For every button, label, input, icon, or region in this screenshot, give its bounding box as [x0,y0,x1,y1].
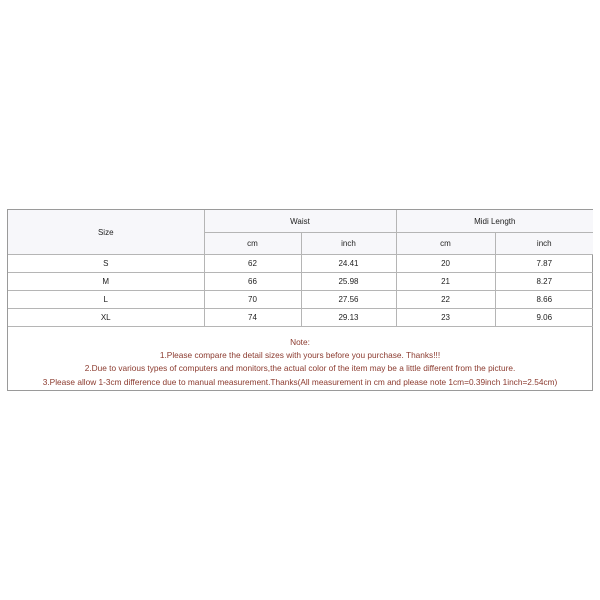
table-row [8,255,593,273]
midi-length-header: Midi Length [396,210,593,233]
waist-cm-cell: 62 [204,255,301,273]
table-row [8,273,593,291]
size-table [8,210,593,327]
waist-inch-cell: 24.41 [301,255,396,273]
unit-header: inch [495,233,593,255]
length-inch-cell: 7.87 [495,255,593,273]
length-cm-cell: 23 [396,309,495,327]
waist-cm-cell: 74 [204,309,301,327]
size-cell: L [8,291,204,309]
note-line: 1.Please compare the detail sizes with yours before you purchase. Thanks!!! [159,350,441,361]
waist-inch-cell: 29.13 [301,309,396,327]
waist-cm-cell: 70 [204,291,301,309]
note-line: 3.Please allow 1-3cm difference due to manual measurement.Thanks(All measurement in cm and please note 1cm=0.39inch 1inch=2.54cm) [42,376,558,387]
unit-header: cm [396,233,495,255]
size-cell: XL [8,309,204,327]
unit-header: inch [301,233,396,255]
size-cell: S [8,255,204,273]
length-cm-cell: 21 [396,273,495,291]
length-inch-cell: 8.27 [495,273,593,291]
table-header-row [8,210,593,233]
length-inch-cell: 8.66 [495,291,593,309]
size-cell: M [8,273,204,291]
table-row [8,291,593,309]
size-chart [7,209,593,391]
length-cm-cell: 22 [396,291,495,309]
waist-cm-cell: 66 [204,273,301,291]
waist-header: Waist [204,210,396,233]
note-title: Note: [290,337,310,347]
waist-inch-cell: 27.56 [301,291,396,309]
waist-inch-cell: 25.98 [301,273,396,291]
size-header: Size [8,210,204,255]
note-line: 2.Due to various types of computers and monitors,the actual color of the item may be a little different from the picture. [84,363,516,374]
table-row [8,309,593,327]
notes-section [8,336,592,389]
unit-header: cm [204,233,301,255]
length-cm-cell: 20 [396,255,495,273]
length-inch-cell: 9.06 [495,309,593,327]
